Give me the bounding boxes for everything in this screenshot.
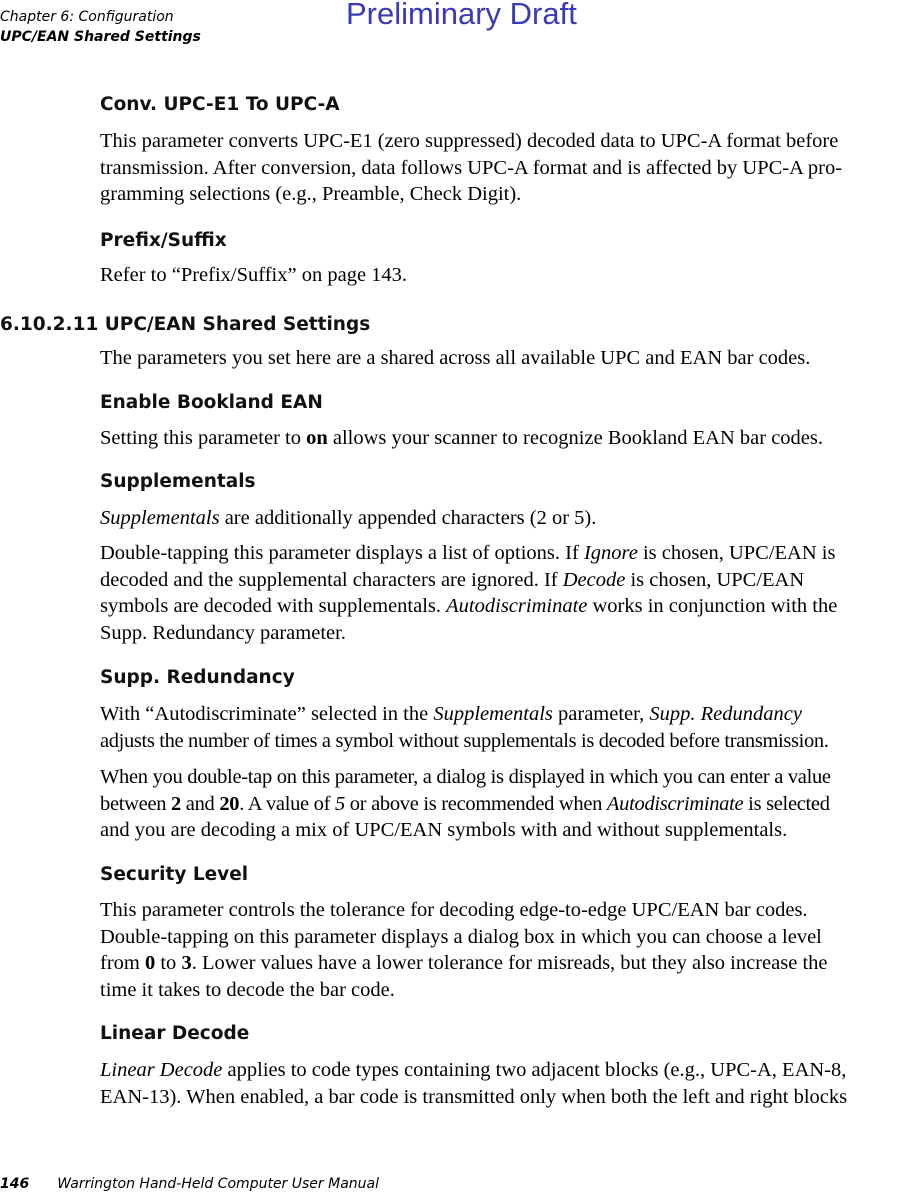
running-header-chapter: Chapter 6: Configuration <box>0 9 174 25</box>
prefix-suffix-text: Refer to “Prefix/Suffix” on page 143. <box>100 264 408 286</box>
manual-title: Warrington Hand-Held Computer User Manual <box>57 1176 379 1192</box>
supplementals-text: Supplementals are additionally appended characters (2 or 5). <box>100 507 597 529</box>
conv-upc-e1-text: This parameter converts UPC-E1 (zero suppressed) decoded data to UPC-A format before transmission. After conversion, data follows UPC-A format and is affected by UPC-A pro- gramming selections (e.g., Preamble, Check Digit). <box>100 130 843 206</box>
linear-decode-heading: Linear Decode <box>100 1023 250 1044</box>
supp-redundancy-dialog-text: When you double-tap on this parameter, a dialog is displayed in which you can enter a value between 2 and 20. A value of 5 or above is recommended when Autodiscriminate is selected and you are decoding a mix of UPC/EAN symbols with and without supplementals. <box>100 766 831 842</box>
preliminary-draft-watermark: Preliminary Draft <box>346 0 577 31</box>
section-heading: 6.10.2.11 UPC/EAN Shared Settings <box>0 314 371 335</box>
supplementals-heading: Supplementals <box>100 471 256 492</box>
security-level-text: This parameter controls the tolerance for decoding edge-to-edge UPC/EAN bar codes. Double-tapping on this parameter displays a dialog box in which you can choose a level from 0 to 3. Lower values have a lower tolerance for misreads, but they also increase the time it takes to decode the bar code. <box>100 899 828 1002</box>
bookland-heading: Enable Bookland EAN <box>100 392 323 413</box>
linear-decode-text: Linear Decode applies to code types containing two adjacent blocks (e.g., UPC-A, EAN-8, EAN-13). When enabled, a bar code is transmitted only when both the left and right blocks <box>100 1059 848 1108</box>
supp-redundancy-heading: Supp. Redundancy <box>100 667 295 688</box>
page-number: 146 <box>0 1176 30 1192</box>
prefix-suffix-heading: Prefix/Suffix <box>100 230 227 251</box>
page-footer <box>0 1176 379 1192</box>
bookland-text: Setting this parameter to on allows your scanner to recognize Bookland EAN bar codes. <box>100 427 824 449</box>
supplementals-options-text: Double-tapping this parameter displays a list of options. If Ignore is chosen, UPC/EAN is decoded and the supplemental characters are ignored. If Decode is chosen, UPC/EAN symbols are decoded with supplementals. Autodiscriminate works in conjunction with the Supp. Redundancy parameter. <box>100 542 838 645</box>
conv-upc-e1-heading: Conv. UPC-E1 To UPC-A <box>100 94 340 115</box>
security-level-heading: Security Level <box>100 864 249 885</box>
section-intro-text: The parameters you set here are a shared across all available UPC and EAN bar codes. <box>100 347 811 369</box>
supp-redundancy-text: With “Autodiscriminate” selected in the Supplementals parameter, Supp. Redundancy adjusts the number of times a symbol without supplementals is decoded before transmission. <box>100 703 829 752</box>
running-header-section: UPC/EAN Shared Settings <box>0 29 201 45</box>
